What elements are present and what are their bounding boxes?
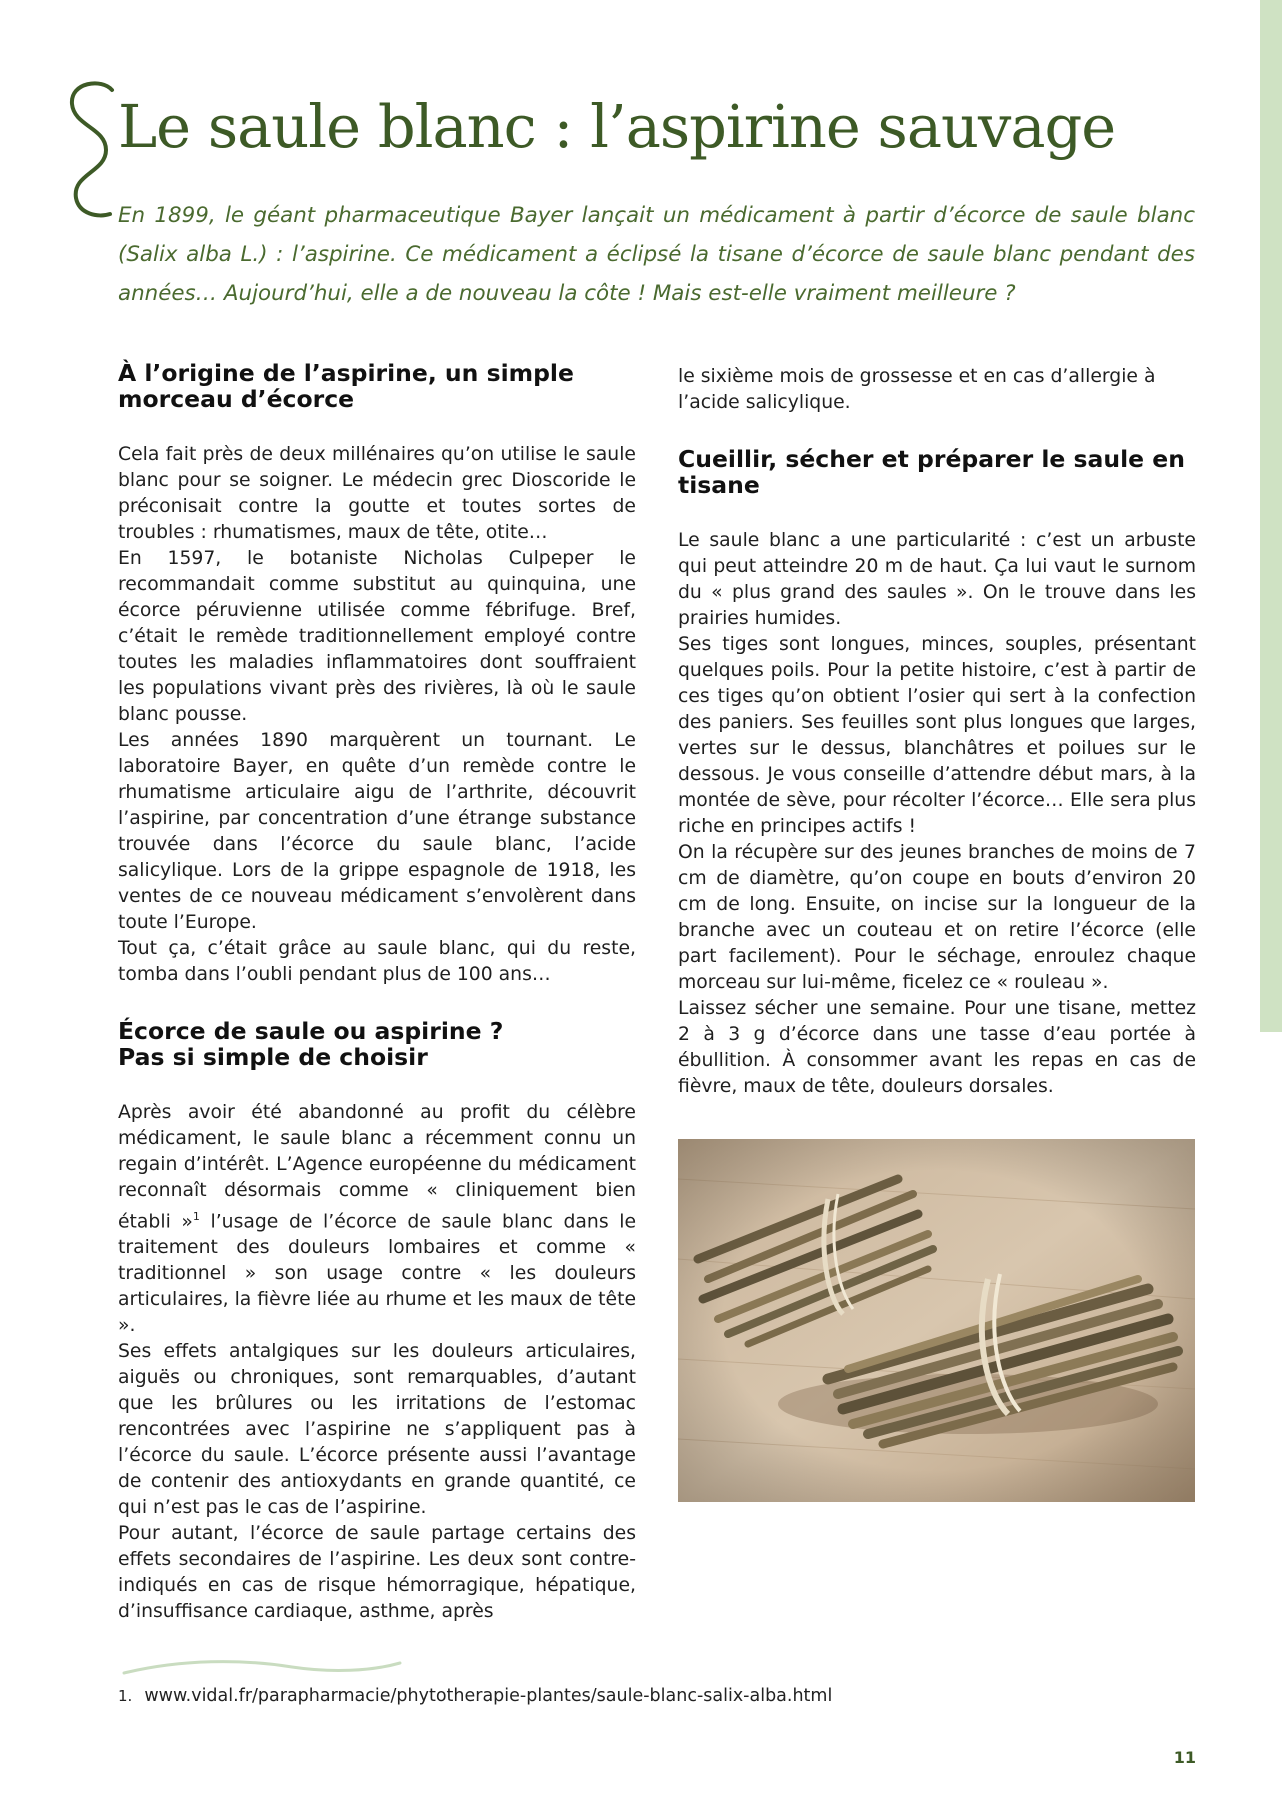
paragraph: Pour autant, l’écorce de saule partage certains des effets secondaires de l’aspirine. Les deux sont contre-indiqués en cas de risque hémorragique, hépatique, d’insuffisance cardiaque, asthme, après [118, 1523, 636, 1623]
right-column [678, 364, 1196, 1100]
heading-line: Pas si simple de choisir [118, 1043, 428, 1071]
paragraph: Tout ça, c’était grâce au saule blanc, qui du reste, tomba dans l’oubli pendant plus de 100 ans… [118, 938, 636, 985]
paragraph: Après avoir été abandonné au profit du célèbre médicament, le saule blanc a récemment connu un regain d’intérêt. L’Agence européenne du médicament reconnaît désormais comme « cliniquement bien établi »$^1$ l’usage de l’écorce de saule blanc dans le traitement des douleurs lombaires et comme « traditionnel » son usage contre « les douleurs articulaires, la fièvre liée au rhume et les maux de tête ». [118, 1102, 637, 1337]
side-color-band [1260, 0, 1282, 1032]
footnote-url[interactable]: www.vidal.fr/parapharmacie/phytotherapie-plantes/saule-blanc-salix-alba.html [144, 1686, 833, 1706]
footnote-number: 1. [118, 1687, 133, 1705]
footer-swoosh-ornament [122, 1655, 402, 1679]
footnote-ref: 1 [192, 1210, 200, 1223]
paragraph-continued: le sixième mois de grossesse et en cas d’allergie à l’acide salicylique. [678, 366, 1156, 413]
paragraph: Ses effets antalgiques sur les douleurs articulaires, aiguës ou chroniques, sont remarquables, d’autant que les brûlures ou les irritations de l’estomac rencontrées avec l’aspirine ne s’appliquent pas à l’écorce du saule. L’écorce présente aussi l’avantage de contenir des antioxydants en grande quantité, ce qui n’est pas le cas de l’aspirine. [118, 1341, 636, 1519]
paragraph: Cela fait près de deux millénaires qu’on utilise le saule blanc pour se soigner. Le médecin grec Dioscoride le préconisait contre la goutte et toutes sortes de troubles : rhumatismes, maux de tête, otite… [118, 444, 636, 543]
section-heading-harvest: Cueillir, sécher et préparer le saule en tisane [678, 445, 1185, 499]
page-number: 11 [1173, 1748, 1196, 1767]
page-title: Le saule blanc : l’aspirine sauvage [118, 92, 1116, 161]
section-heading-choice [118, 1018, 636, 1070]
left-column [118, 360, 636, 1625]
intro-lede: En 1899, le géant pharmaceutique Bayer lançait un médicament à partir d’écorce de saule blanc (Salix alba L.) : l’aspirine. Ce médicament a éclipsé la tisane d’écorce de saule blanc pendant des années… Aujourd’hui, elle a de nouveau la côte ! Mais est-elle vraiment meilleure ? [118, 203, 1195, 306]
paragraph: On la récupère sur des jeunes branches de moins de 7 cm de diamètre, qu’on coupe en bouts d’environ 20 cm de long. Ensuite, on incise sur la longueur de la branche avec un couteau et on retire l’écorce (elle part facilement). Pour le séchage, enroulez chaque morceau sur lui-même, ficelez ce « rouleau ». [678, 842, 1196, 993]
footnote [118, 1686, 832, 1706]
paragraph: En 1597, le botaniste Nicholas Culpeper le recommandait comme substitut au quinquina, une écorce péruvienne utilisée comme fébrifuge. Bref, c’était le remède traditionnellement employé contre toutes les maladies inflammatoires dont souffraient les populations vivant près des rivières, là où le saule blanc pousse. [118, 548, 636, 725]
section-heading-origin: À l’origine de l’aspirine, un simple morceau d’écorce [118, 359, 574, 413]
paragraph: Le saule blanc a une particularité : c’est un arbuste qui peut atteindre 20 m de haut. Ça lui vaut le surnom du « plus grand des saules ». On le trouve dans les prairies humides. [678, 530, 1196, 629]
paragraph: Ses tiges sont longues, minces, souples, présentant quelques poils. Pour la petite histoire, c’est à partir de ces tiges qu’on obtient l’osier qui sert à la confection des paniers. Ses feuilles sont plus longues que larges, vertes sur le dessus, blanchâtres et poilues sur le dessous. Je vous conseille d’attendre début mars, à la montée de sève, pour récolter l’écorce… Elle sera plus riche en principes actifs ! [678, 634, 1196, 837]
paragraph: Laissez sécher une semaine. Pour une tisane, mettez 2 à 3 g d’écorce dans une tasse d’eau portée à ébullition. À consommer avant les repas en cas de fièvre, maux de tête, douleurs dorsales. [678, 998, 1196, 1097]
paragraph: Les années 1890 marquèrent un tournant. Le laboratoire Bayer, en quête d’un remède contre le rhumatisme articulaire aigu de l’arthrite, découvrit l’aspirine, par concentration d’une étrange substance trouvée dans l’écorce du saule blanc, l’acide salicylique. Lors de la grippe espagnole de 1918, les ventes de ce nouveau médicament s’envolèrent dans toute l’Europe. [118, 730, 636, 933]
heading-line: Écorce de saule ou aspirine ? [118, 1017, 504, 1045]
willow-bark-bundles-photo [678, 1139, 1195, 1502]
